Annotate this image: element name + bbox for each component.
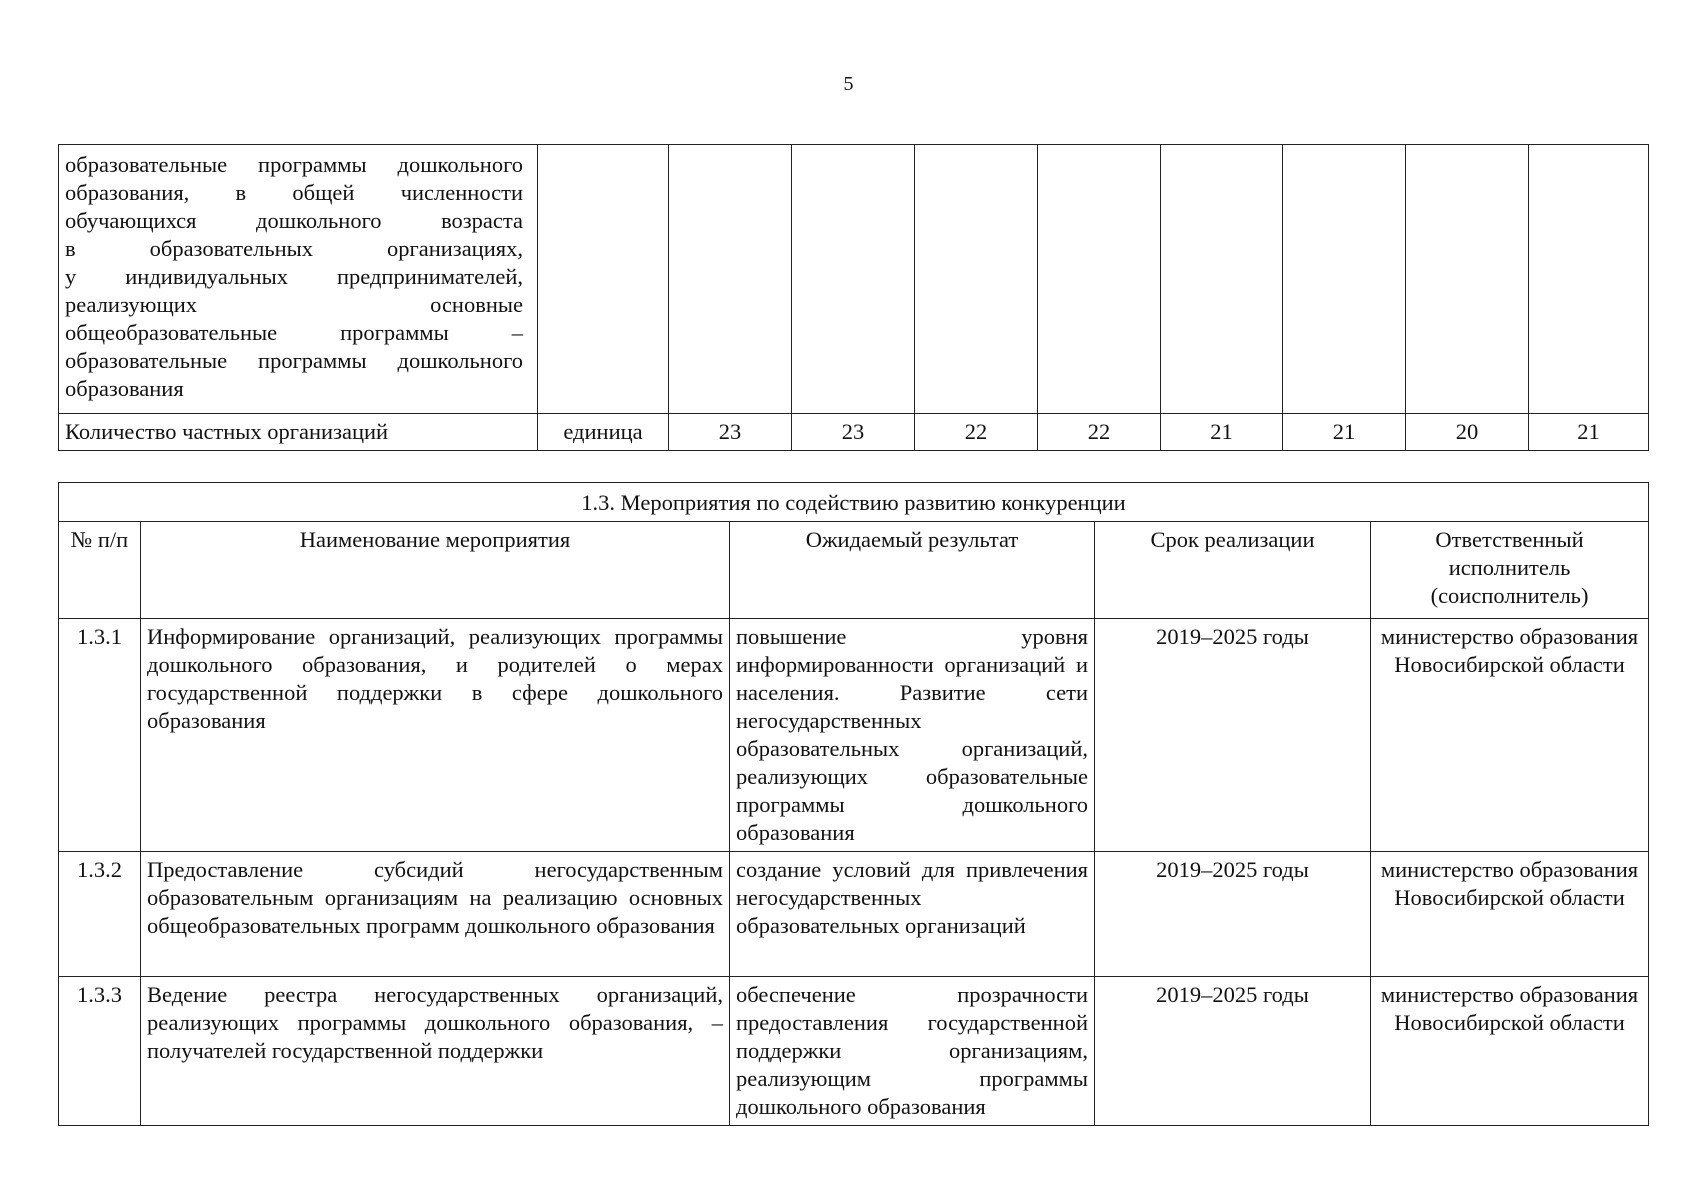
measure-name: Информирование организаций, реализующих программы дошкольного образования, и родителей о мерах государственной поддержки в сфере дошкольного образования — [141, 619, 730, 852]
expected-result: обеспечение прозрачности предоставления государственной поддержки организациям, реализующим программы дошкольного образования — [730, 977, 1095, 1126]
table-row — [59, 852, 1649, 977]
measure-name: Предоставление субсидий негосударственным образовательным организациям на реализацию основных общеобразовательных программ дошкольного образования — [141, 852, 730, 977]
implementation-term: 2019–2025 годы — [1095, 852, 1371, 977]
indicator-description — [65, 151, 531, 403]
responsible-executor: министерство образования Новосибирской области — [1371, 619, 1649, 852]
header-responsible: Ответственный исполнитель (соисполнитель) — [1371, 522, 1649, 619]
table-row — [59, 977, 1649, 1126]
value-cell: 20 — [1406, 414, 1529, 451]
row-label: Количество частных организаций — [59, 414, 538, 451]
expected-result: создание условий для привлечения негосударственных образовательных организаций — [730, 852, 1095, 977]
empty-cell — [915, 145, 1038, 414]
indicator-description-cell — [59, 145, 538, 414]
indicator-description-row — [59, 145, 1649, 414]
description-line: образования — [65, 376, 184, 401]
empty-cell — [1283, 145, 1406, 414]
value-cell: 22 — [1038, 414, 1161, 451]
header-result: Ожидаемый результат — [730, 522, 1095, 619]
expected-result: повышение уровня информированности организаций и населения. Развитие сети негосударственных образовательных организаций, реализующих образовательные программы дошкольного образования — [730, 619, 1095, 852]
implementation-term: 2019–2025 годы — [1095, 977, 1371, 1126]
description-line: в образовательных организациях, — [65, 236, 523, 261]
value-cell: 23 — [792, 414, 915, 451]
description-line: у индивидуальных предпринимателей, — [65, 264, 523, 289]
unit-cell: единица — [538, 414, 669, 451]
empty-cell — [1529, 145, 1649, 414]
description-line: обучающихся дошкольного возраста — [65, 208, 523, 233]
empty-cell — [1406, 145, 1529, 414]
description-line: образования, в общей численности — [65, 180, 523, 205]
section-title: 1.3. Мероприятия по содействию развитию конкуренции — [59, 483, 1649, 522]
table-row — [59, 619, 1649, 852]
row-number: 1.3.1 — [59, 619, 141, 852]
description-line: реализующих основные — [65, 292, 523, 317]
row-number: 1.3.2 — [59, 852, 141, 977]
value-cell: 21 — [1283, 414, 1406, 451]
description-line: общеобразовательные программы – — [65, 320, 523, 345]
value-cell: 22 — [915, 414, 1038, 451]
private-organizations-row — [59, 414, 1649, 451]
header-term: Срок реализации — [1095, 522, 1371, 619]
description-line: образовательные программы дошкольного — [65, 348, 523, 373]
value-cell: 21 — [1161, 414, 1283, 451]
page-number: 5 — [843, 73, 854, 95]
row-number: 1.3.3 — [59, 977, 141, 1126]
responsible-executor: министерство образования Новосибирской области — [1371, 977, 1649, 1126]
description-line: образовательные программы дошкольного — [65, 152, 523, 177]
empty-cell — [1038, 145, 1161, 414]
measure-name: Ведение реестра негосударственных организаций, реализующих программы дошкольного образования, – получателей государственной поддержки — [141, 977, 730, 1126]
indicator-table — [58, 144, 1649, 451]
header-row — [59, 522, 1649, 619]
empty-cell — [669, 145, 792, 414]
header-number: № п/п — [59, 522, 141, 619]
empty-cell — [1161, 145, 1283, 414]
implementation-term: 2019–2025 годы — [1095, 619, 1371, 852]
responsible-executor: министерство образования Новосибирской области — [1371, 852, 1649, 977]
empty-cell — [538, 145, 669, 414]
measures-table — [58, 482, 1649, 1126]
section-title-row — [59, 483, 1649, 522]
empty-cell — [792, 145, 915, 414]
value-cell: 21 — [1529, 414, 1649, 451]
header-name: Наименование мероприятия — [141, 522, 730, 619]
value-cell: 23 — [669, 414, 792, 451]
